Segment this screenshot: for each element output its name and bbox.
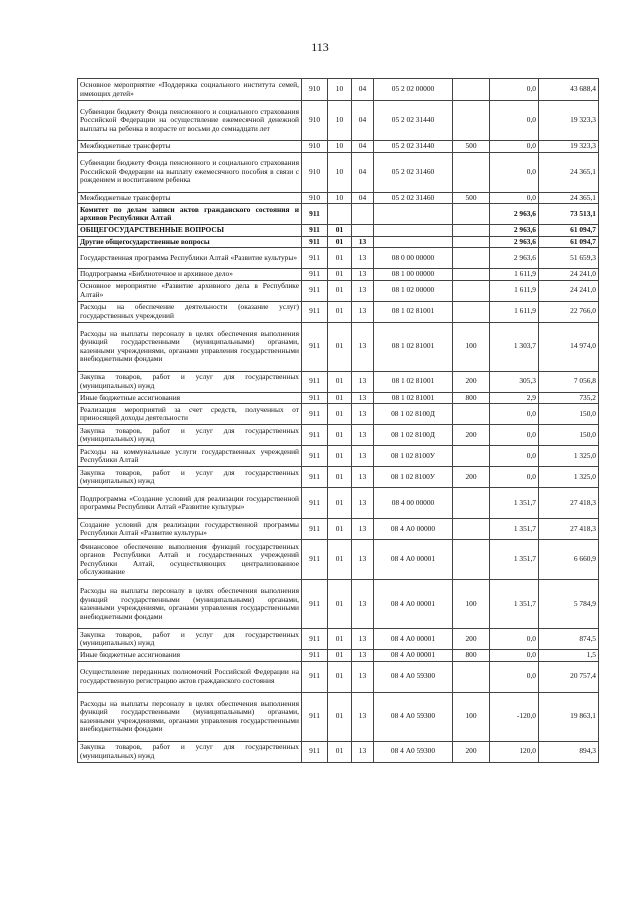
row-program-code: 08 1 02 81001 bbox=[374, 371, 453, 392]
row-subsection: 04 bbox=[352, 152, 374, 192]
row-amount-total: 24 365,1 bbox=[539, 192, 599, 204]
row-name: Закупка товаров, работ и услуг для государственных (муниципальных) нужд bbox=[78, 741, 302, 762]
row-program-code bbox=[374, 204, 453, 225]
row-subsection: 13 bbox=[352, 692, 374, 741]
row-subsection: 13 bbox=[352, 540, 374, 580]
row-admin-code: 911 bbox=[302, 629, 328, 650]
row-expense-type bbox=[453, 79, 490, 101]
row-amount-total: 24 365,1 bbox=[539, 152, 599, 192]
table-row bbox=[78, 280, 599, 301]
row-amount-change: 2 963,6 bbox=[490, 236, 539, 248]
table-row bbox=[78, 301, 599, 322]
row-name: Иные бюджетные ассигнования bbox=[78, 392, 302, 404]
row-amount-change: 0,0 bbox=[490, 152, 539, 192]
row-expense-type bbox=[453, 301, 490, 322]
row-section: 01 bbox=[328, 519, 352, 540]
row-expense-type: 100 bbox=[453, 322, 490, 371]
row-program-code: 08 4 00 00000 bbox=[374, 488, 453, 519]
row-name: Межбюджетные трансферты bbox=[78, 141, 302, 153]
row-program-code: 08 1 02 81001 bbox=[374, 301, 453, 322]
row-expense-type bbox=[453, 236, 490, 248]
row-program-code: 08 1 02 81001 bbox=[374, 392, 453, 404]
row-subsection: 13 bbox=[352, 371, 374, 392]
table-row bbox=[78, 192, 599, 204]
row-section: 01 bbox=[328, 467, 352, 488]
row-subsection: 04 bbox=[352, 79, 374, 101]
row-amount-total: 150,0 bbox=[539, 404, 599, 425]
row-admin-code: 911 bbox=[302, 248, 328, 269]
row-section: 01 bbox=[328, 301, 352, 322]
row-section bbox=[328, 204, 352, 225]
row-program-code: 05 2 02 31460 bbox=[374, 152, 453, 192]
row-expense-type bbox=[453, 280, 490, 301]
row-admin-code: 911 bbox=[302, 204, 328, 225]
row-admin-code: 910 bbox=[302, 152, 328, 192]
row-subsection: 13 bbox=[352, 280, 374, 301]
row-name: Расходы на коммунальные услуги государственных учреждений Республики Алтай bbox=[78, 446, 302, 467]
table-row bbox=[78, 580, 599, 629]
row-name: Субвенции бюджету Фонда пенсионного и социального страхования Российской Федерации на выплату ежемесячного пособия в связи с рождением и воспитанием ребенка bbox=[78, 152, 302, 192]
page-number: 113 bbox=[311, 40, 329, 54]
row-amount-total: 73 513,1 bbox=[539, 204, 599, 225]
row-section: 01 bbox=[328, 629, 352, 650]
row-program-code: 08 0 00 00000 bbox=[374, 248, 453, 269]
table-row bbox=[78, 519, 599, 540]
row-section: 01 bbox=[328, 488, 352, 519]
row-expense-type bbox=[453, 540, 490, 580]
row-amount-change: 1 351,7 bbox=[490, 488, 539, 519]
row-amount-change: 0,0 bbox=[490, 650, 539, 662]
row-program-code: 08 1 02 8100Д bbox=[374, 404, 453, 425]
row-admin-code: 910 bbox=[302, 192, 328, 204]
row-program-code bbox=[374, 236, 453, 248]
row-subsection: 04 bbox=[352, 192, 374, 204]
row-subsection: 13 bbox=[352, 236, 374, 248]
row-amount-change: 1 611,9 bbox=[490, 269, 539, 281]
row-amount-change: 0,0 bbox=[490, 629, 539, 650]
row-program-code: 08 4 А0 00001 bbox=[374, 650, 453, 662]
row-section: 01 bbox=[328, 269, 352, 281]
row-program-code: 08 1 02 81001 bbox=[374, 322, 453, 371]
row-subsection: 13 bbox=[352, 519, 374, 540]
table-row bbox=[78, 269, 599, 281]
row-section: 01 bbox=[328, 280, 352, 301]
row-amount-change: 305,3 bbox=[490, 371, 539, 392]
row-amount-change: 2,9 bbox=[490, 392, 539, 404]
row-amount-change: 0,0 bbox=[490, 141, 539, 153]
row-amount-change: 0,0 bbox=[490, 446, 539, 467]
row-amount-change: 2 963,6 bbox=[490, 204, 539, 225]
row-admin-code: 910 bbox=[302, 79, 328, 101]
row-expense-type: 200 bbox=[453, 741, 490, 762]
row-amount-total: 20 757,4 bbox=[539, 661, 599, 692]
row-section: 01 bbox=[328, 392, 352, 404]
row-program-code: 08 4 А0 59300 bbox=[374, 661, 453, 692]
row-section: 01 bbox=[328, 248, 352, 269]
row-amount-total: 735,2 bbox=[539, 392, 599, 404]
row-expense-type bbox=[453, 204, 490, 225]
row-expense-type: 500 bbox=[453, 192, 490, 204]
table-row bbox=[78, 79, 599, 101]
row-subsection bbox=[352, 204, 374, 225]
table-row bbox=[78, 101, 599, 141]
table-row bbox=[78, 392, 599, 404]
row-subsection: 13 bbox=[352, 248, 374, 269]
row-admin-code: 911 bbox=[302, 741, 328, 762]
row-amount-total: 1 325,0 bbox=[539, 446, 599, 467]
row-section: 01 bbox=[328, 580, 352, 629]
table-row bbox=[78, 540, 599, 580]
row-name: Создание условий для реализации государственной программы Республики Алтай «Развитие культуры» bbox=[78, 519, 302, 540]
row-admin-code: 910 bbox=[302, 101, 328, 141]
row-amount-change: 1 611,9 bbox=[490, 301, 539, 322]
row-amount-change: 0,0 bbox=[490, 79, 539, 101]
row-amount-change: 1 303,7 bbox=[490, 322, 539, 371]
row-program-code: 08 4 А0 00000 bbox=[374, 519, 453, 540]
row-subsection: 13 bbox=[352, 404, 374, 425]
row-admin-code: 911 bbox=[302, 540, 328, 580]
row-name: Расходы на выплаты персоналу в целях обеспечения выполнения функций государственными (муниципальными) органами, казенными учреждениями, органами управления государственными внебюджетными фондами bbox=[78, 322, 302, 371]
row-section: 01 bbox=[328, 425, 352, 446]
row-program-code bbox=[374, 225, 453, 237]
row-name: Комитет по делам записи актов гражданского состояния и архивов Республики Алтай bbox=[78, 204, 302, 225]
row-amount-total: 19 323,3 bbox=[539, 101, 599, 141]
row-expense-type bbox=[453, 488, 490, 519]
row-name: Закупка товаров, работ и услуг для государственных (муниципальных) нужд bbox=[78, 629, 302, 650]
row-section: 01 bbox=[328, 322, 352, 371]
row-section: 01 bbox=[328, 741, 352, 762]
row-subsection: 04 bbox=[352, 101, 374, 141]
row-expense-type bbox=[453, 446, 490, 467]
row-section: 01 bbox=[328, 540, 352, 580]
row-amount-total: 22 766,0 bbox=[539, 301, 599, 322]
row-expense-type bbox=[453, 269, 490, 281]
row-subsection: 13 bbox=[352, 392, 374, 404]
row-admin-code: 911 bbox=[302, 280, 328, 301]
table-row bbox=[78, 141, 599, 153]
row-subsection: 13 bbox=[352, 488, 374, 519]
row-admin-code: 911 bbox=[302, 269, 328, 281]
row-amount-change: 0,0 bbox=[490, 101, 539, 141]
row-amount-total: 19 323,3 bbox=[539, 141, 599, 153]
row-admin-code: 911 bbox=[302, 692, 328, 741]
row-program-code: 08 4 А0 59300 bbox=[374, 741, 453, 762]
row-name: Расходы на выплаты персоналу в целях обеспечения выполнения функций государственными (муниципальными) органами, казенными учреждениями, органами управления государственными внебюджетными фондами bbox=[78, 580, 302, 629]
row-amount-change: 2 963,6 bbox=[490, 225, 539, 237]
row-subsection: 13 bbox=[352, 467, 374, 488]
row-amount-total: 7 056,8 bbox=[539, 371, 599, 392]
row-amount-change: 1 351,7 bbox=[490, 580, 539, 629]
row-program-code: 05 2 02 00000 bbox=[374, 79, 453, 101]
row-amount-change: 0,0 bbox=[490, 192, 539, 204]
row-expense-type: 200 bbox=[453, 467, 490, 488]
row-name: Межбюджетные трансферты bbox=[78, 192, 302, 204]
row-section: 01 bbox=[328, 236, 352, 248]
row-amount-change: -120,0 bbox=[490, 692, 539, 741]
row-admin-code: 911 bbox=[302, 371, 328, 392]
row-amount-change: 1 351,7 bbox=[490, 540, 539, 580]
row-expense-type: 800 bbox=[453, 392, 490, 404]
row-section: 01 bbox=[328, 446, 352, 467]
row-expense-type: 100 bbox=[453, 580, 490, 629]
row-admin-code: 911 bbox=[302, 392, 328, 404]
row-program-code: 08 4 А0 00001 bbox=[374, 580, 453, 629]
row-amount-total: 5 784,9 bbox=[539, 580, 599, 629]
row-admin-code: 911 bbox=[302, 225, 328, 237]
row-amount-total: 894,3 bbox=[539, 741, 599, 762]
row-expense-type bbox=[453, 661, 490, 692]
row-name: Осуществление переданных полномочий Российской Федерации на государственную регистрацию актов гражданского состояния bbox=[78, 661, 302, 692]
table-row bbox=[78, 425, 599, 446]
row-section: 10 bbox=[328, 79, 352, 101]
table-row bbox=[78, 650, 599, 662]
row-program-code: 05 2 02 31440 bbox=[374, 141, 453, 153]
row-subsection: 13 bbox=[352, 301, 374, 322]
row-program-code: 08 1 02 8100Д bbox=[374, 425, 453, 446]
row-expense-type bbox=[453, 404, 490, 425]
row-amount-change: 0,0 bbox=[490, 467, 539, 488]
row-amount-total: 874,5 bbox=[539, 629, 599, 650]
row-amount-change: 0,0 bbox=[490, 425, 539, 446]
row-admin-code: 911 bbox=[302, 467, 328, 488]
table-row bbox=[78, 488, 599, 519]
row-admin-code: 910 bbox=[302, 141, 328, 153]
row-name: Основное мероприятие «Поддержка социального института семей, имеющих детей» bbox=[78, 79, 302, 101]
row-subsection: 13 bbox=[352, 629, 374, 650]
row-admin-code: 911 bbox=[302, 404, 328, 425]
row-name: Закупка товаров, работ и услуг для государственных (муниципальных) нужд bbox=[78, 371, 302, 392]
row-subsection: 13 bbox=[352, 650, 374, 662]
row-section: 10 bbox=[328, 101, 352, 141]
row-name: Подпрограмма «Библиотечное и архивное дело» bbox=[78, 269, 302, 281]
table-row bbox=[78, 446, 599, 467]
row-admin-code: 911 bbox=[302, 322, 328, 371]
table-row bbox=[78, 404, 599, 425]
row-admin-code: 911 bbox=[302, 488, 328, 519]
row-amount-total: 61 094,7 bbox=[539, 236, 599, 248]
row-subsection: 13 bbox=[352, 322, 374, 371]
row-section: 01 bbox=[328, 371, 352, 392]
row-amount-total: 150,0 bbox=[539, 425, 599, 446]
table-row bbox=[78, 152, 599, 192]
row-amount-total: 27 418,3 bbox=[539, 519, 599, 540]
row-program-code: 08 1 02 8100У bbox=[374, 446, 453, 467]
row-subsection: 13 bbox=[352, 580, 374, 629]
budget-table bbox=[77, 78, 599, 763]
row-expense-type: 200 bbox=[453, 371, 490, 392]
row-program-code: 08 1 02 00000 bbox=[374, 280, 453, 301]
row-admin-code: 911 bbox=[302, 446, 328, 467]
row-expense-type bbox=[453, 101, 490, 141]
row-amount-change: 0,0 bbox=[490, 661, 539, 692]
row-name: Основное мероприятие «Развитие архивного дела в Республике Алтай» bbox=[78, 280, 302, 301]
row-expense-type bbox=[453, 519, 490, 540]
row-admin-code: 911 bbox=[302, 580, 328, 629]
row-section: 01 bbox=[328, 650, 352, 662]
row-subsection: 13 bbox=[352, 741, 374, 762]
row-name: Расходы на обеспечение деятельности (оказание услуг) государственных учреждений bbox=[78, 301, 302, 322]
row-program-code: 08 4 А0 59300 bbox=[374, 692, 453, 741]
row-name: Субвенции бюджету Фонда пенсионного и социального страхования Российской Федерации на осуществление ежемесячной денежной выплаты на ребенка в возрасте от восьми до семнадцати лет bbox=[78, 101, 302, 141]
row-program-code: 08 4 А0 00001 bbox=[374, 540, 453, 580]
row-admin-code: 911 bbox=[302, 425, 328, 446]
row-name: ОБЩЕГОСУДАРСТВЕННЫЕ ВОПРОСЫ bbox=[78, 225, 302, 237]
row-name: Другие общегосударственные вопросы bbox=[78, 236, 302, 248]
row-expense-type: 500 bbox=[453, 141, 490, 153]
row-subsection: 04 bbox=[352, 141, 374, 153]
row-amount-total: 14 974,0 bbox=[539, 322, 599, 371]
row-program-code: 05 2 02 31460 bbox=[374, 192, 453, 204]
row-amount-change: 120,0 bbox=[490, 741, 539, 762]
row-section: 01 bbox=[328, 692, 352, 741]
row-expense-type bbox=[453, 225, 490, 237]
row-section: 10 bbox=[328, 192, 352, 204]
table-row bbox=[78, 661, 599, 692]
row-amount-total: 24 241,0 bbox=[539, 269, 599, 281]
row-name: Государственная программа Республики Алтай «Развитие культуры» bbox=[78, 248, 302, 269]
row-admin-code: 911 bbox=[302, 301, 328, 322]
row-subsection: 13 bbox=[352, 425, 374, 446]
row-section: 10 bbox=[328, 141, 352, 153]
row-admin-code: 911 bbox=[302, 650, 328, 662]
row-name: Реализация мероприятий за счет средств, полученных от приносящей доходы деятельности bbox=[78, 404, 302, 425]
row-subsection bbox=[352, 225, 374, 237]
row-section: 10 bbox=[328, 152, 352, 192]
row-expense-type bbox=[453, 152, 490, 192]
row-name: Иные бюджетные ассигнования bbox=[78, 650, 302, 662]
row-amount-total: 43 688,4 bbox=[539, 79, 599, 101]
row-amount-total: 1 325,0 bbox=[539, 467, 599, 488]
row-expense-type: 800 bbox=[453, 650, 490, 662]
table-row bbox=[78, 741, 599, 762]
row-amount-change: 1 611,9 bbox=[490, 280, 539, 301]
table-row bbox=[78, 371, 599, 392]
row-program-code: 08 1 00 00000 bbox=[374, 269, 453, 281]
row-subsection: 13 bbox=[352, 269, 374, 281]
row-subsection: 13 bbox=[352, 446, 374, 467]
row-amount-total: 61 094,7 bbox=[539, 225, 599, 237]
row-expense-type: 100 bbox=[453, 692, 490, 741]
row-section: 01 bbox=[328, 225, 352, 237]
row-section: 01 bbox=[328, 661, 352, 692]
row-amount-total: 19 863,1 bbox=[539, 692, 599, 741]
table-row bbox=[78, 467, 599, 488]
row-amount-total: 1,5 bbox=[539, 650, 599, 662]
row-name: Закупка товаров, работ и услуг для государственных (муниципальных) нужд bbox=[78, 467, 302, 488]
row-name: Подпрограмма «Создание условий для реализации государственной программы Республики Алтай «Развитие культуры» bbox=[78, 488, 302, 519]
table-row bbox=[78, 629, 599, 650]
table-row bbox=[78, 248, 599, 269]
table-row bbox=[78, 322, 599, 371]
row-amount-total: 51 659,3 bbox=[539, 248, 599, 269]
row-name: Расходы на выплаты персоналу в целях обеспечения выполнения функций государственными (муниципальными) органами, казенными учреждениями, органами управления государственными внебюджетными фондами bbox=[78, 692, 302, 741]
row-program-code: 08 4 А0 00001 bbox=[374, 629, 453, 650]
row-name: Финансовое обеспечение выполнения функций государственных органов Республики Алтай и государственных учреждений Республики Алтай, осуществляющих централизованное обслуживание bbox=[78, 540, 302, 580]
row-amount-change: 1 351,7 bbox=[490, 519, 539, 540]
row-program-code: 05 2 02 31440 bbox=[374, 101, 453, 141]
row-name: Закупка товаров, работ и услуг для государственных (муниципальных) нужд bbox=[78, 425, 302, 446]
table-row bbox=[78, 692, 599, 741]
row-program-code: 08 1 02 8100У bbox=[374, 467, 453, 488]
table-row bbox=[78, 236, 599, 248]
row-admin-code: 911 bbox=[302, 661, 328, 692]
row-admin-code: 911 bbox=[302, 236, 328, 248]
row-amount-change: 2 963,6 bbox=[490, 248, 539, 269]
table-row bbox=[78, 204, 599, 225]
row-admin-code: 911 bbox=[302, 519, 328, 540]
row-subsection: 13 bbox=[352, 661, 374, 692]
table-row bbox=[78, 225, 599, 237]
row-amount-total: 27 418,3 bbox=[539, 488, 599, 519]
row-expense-type bbox=[453, 248, 490, 269]
row-expense-type: 200 bbox=[453, 629, 490, 650]
row-amount-change: 0,0 bbox=[490, 404, 539, 425]
row-amount-total: 6 660,9 bbox=[539, 540, 599, 580]
row-expense-type: 200 bbox=[453, 425, 490, 446]
row-amount-total: 24 241,0 bbox=[539, 280, 599, 301]
row-section: 01 bbox=[328, 404, 352, 425]
